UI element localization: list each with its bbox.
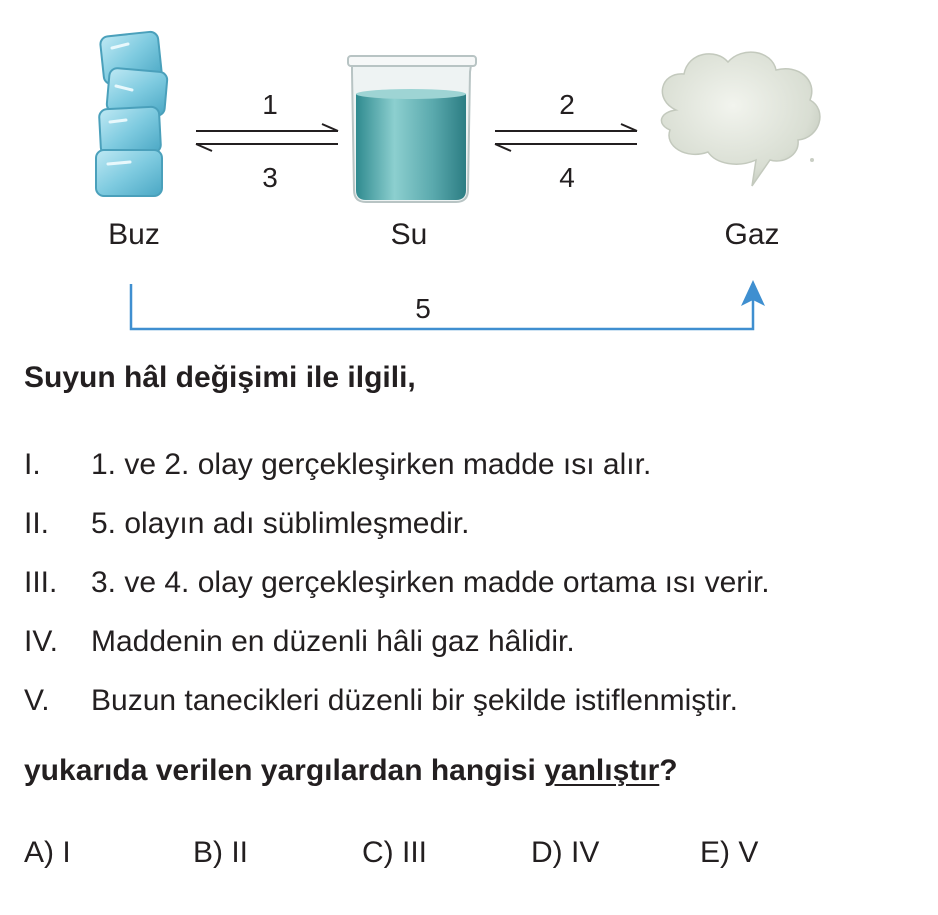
statement-2-number: II. (24, 507, 50, 540)
state-change-diagram (0, 0, 938, 350)
option-a[interactable]: A) I (24, 836, 71, 869)
cloud-icon (661, 52, 819, 186)
arrow-5-label: 5 (415, 293, 431, 324)
option-c[interactable]: C) III (362, 836, 427, 869)
ice-label: Buz (108, 218, 160, 251)
question-prompt-underlined: yanlıştır (544, 754, 660, 787)
gas-label: Gaz (724, 218, 780, 251)
question-prompt-start: yukarıda verilen yargılardan hangisi (24, 754, 545, 787)
arrow-1-icon (196, 124, 338, 131)
arrow-5-icon (131, 280, 765, 329)
arrow-2-label: 2 (559, 89, 575, 120)
statement-3-text: 3. ve 4. olay gerçekleşirken madde ortama ısı verir. (91, 566, 770, 599)
question-prompt-end: ? (659, 754, 678, 787)
arrow-4-icon (495, 144, 637, 151)
option-b[interactable]: B) II (193, 836, 249, 869)
arrow-3-icon (196, 144, 338, 151)
statement-4-text: Maddenin en düzenli hâli gaz hâlidir. (91, 625, 575, 658)
arrow-2-icon (495, 124, 637, 131)
statement-2-text: 5. olayın adı süblimleşmedir. (91, 507, 470, 540)
question-prompt (24, 754, 678, 788)
statement-3-number: III. (24, 566, 58, 599)
statement-1-number: I. (24, 448, 41, 481)
question-intro: Suyun hâl değişimi ile ilgili, (24, 361, 416, 394)
ice-cubes-icon (96, 31, 168, 196)
statement-1-text: 1. ve 2. olay gerçekleşirken madde ısı alır. (91, 448, 652, 481)
option-d[interactable]: D) IV (531, 836, 600, 869)
arrow-3-label: 3 (262, 162, 278, 193)
arrow-4-label: 4 (559, 162, 575, 193)
statement-4-number: IV. (24, 625, 58, 658)
water-label: Su (390, 218, 428, 251)
arrow-1-label: 1 (262, 89, 278, 120)
statement-5-text: Buzun tanecikleri düzenli bir şekilde istiflenmiştir. (91, 684, 738, 717)
option-e[interactable]: E) V (700, 836, 759, 869)
beaker-icon (348, 56, 476, 202)
statement-5-number: V. (24, 684, 50, 717)
